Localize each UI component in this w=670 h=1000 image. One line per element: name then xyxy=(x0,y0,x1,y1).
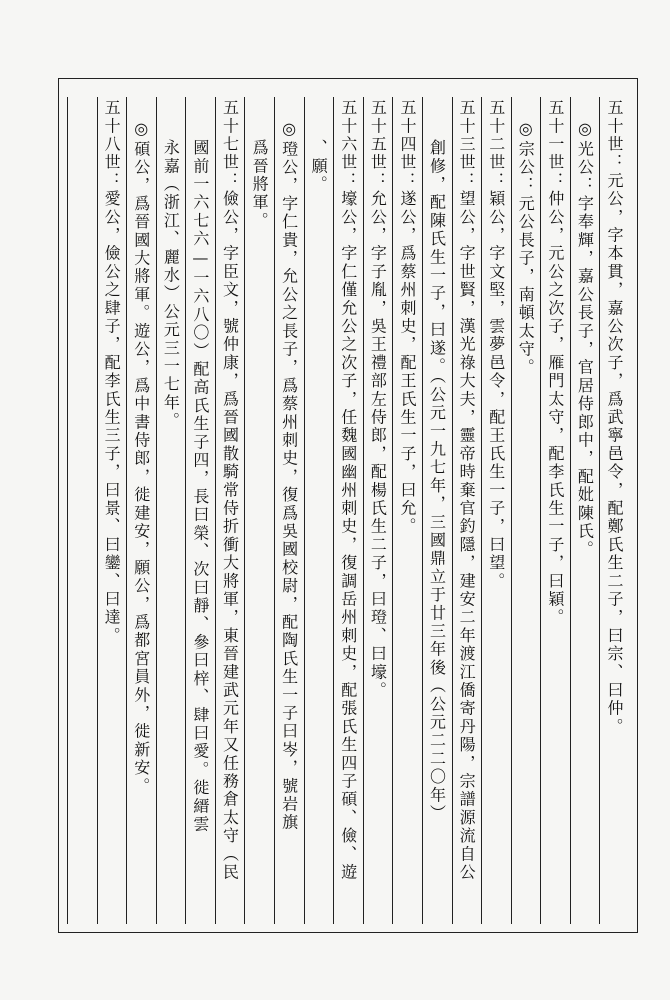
text-column: 五十三世：望公，字世賢，漢光祿大夫，靈帝時棄官釣隱，建安二年渡江僑寄丹陽，宗譜源流自公 xyxy=(452,97,482,924)
text-column: 、願。 xyxy=(304,97,334,924)
text-column: ◎光公：字奉輝，嘉公長子，官居侍郎中，配妣陳氏。 xyxy=(570,97,600,924)
text-column: 五十五世：允公，字子胤，吳王禮部左侍郎，配楊氏生二子，曰璒、曰壕。 xyxy=(363,97,393,924)
text-column: ◎碩公，爲晉國大將軍。遊公，爲中書侍郎，徙建安，願公，爲都宮員外，徙新安。 xyxy=(126,97,156,924)
vertical-columns xyxy=(67,97,629,924)
text-column: 國前一六七六—一六八〇）配高氏生子四，長曰榮、次曰靜、參曰梓、肆曰愛。徙縉雲 xyxy=(185,97,215,924)
text-column: 創修，配陳氏生一子，曰遂。（公元一九七年，三國鼎立于廿三年後（公元二二〇年） xyxy=(422,97,452,924)
text-column: ◎宗公：元公長子，南頓太守。 xyxy=(511,97,541,924)
text-column: 五十八世：愛公，儉公之肆子，配李氏生三子，曰景、曰鑾、曰達。 xyxy=(97,97,127,924)
text-column: 永嘉（浙江、麗水）公元三一七年。 xyxy=(156,97,186,924)
text-column: ◎璒公，字仁貴，允公之長子，爲蔡州刺史，復爲吳國校尉，配陶氏生一子曰岑，號岩旗 xyxy=(274,97,304,924)
text-column: 五十七世：儉公，字臣文，號仲康，爲晉國散騎常侍折衝大將軍，東晉建武元年又任務倉太守（民 xyxy=(215,97,245,924)
text-column: 五十四世：遂公，爲蔡州刺史，配王氏生一子，曰允。 xyxy=(392,97,422,924)
text-column: 五十一世：仲公，元公之次子，雁門太守，配李氏生一子，曰穎。 xyxy=(540,97,570,924)
text-column: 五十六世：壕公，字仁僅允公之次子，任魏國幽州刺史，復調岳州刺史，配張氏生四子碩、儉、遊 xyxy=(333,97,363,924)
text-column: 爲晉將軍。 xyxy=(244,97,274,924)
text-column: 五十二世：穎公，字文堅，雲夢邑令，配王氏生一子，曰望。 xyxy=(481,97,511,924)
text-column xyxy=(67,97,97,924)
text-column: 五十世：元公，字本貫，嘉公次子，爲武寧邑令，配鄭氏生二子，曰宗、曰仲。 xyxy=(599,97,629,924)
text-frame xyxy=(58,78,638,933)
